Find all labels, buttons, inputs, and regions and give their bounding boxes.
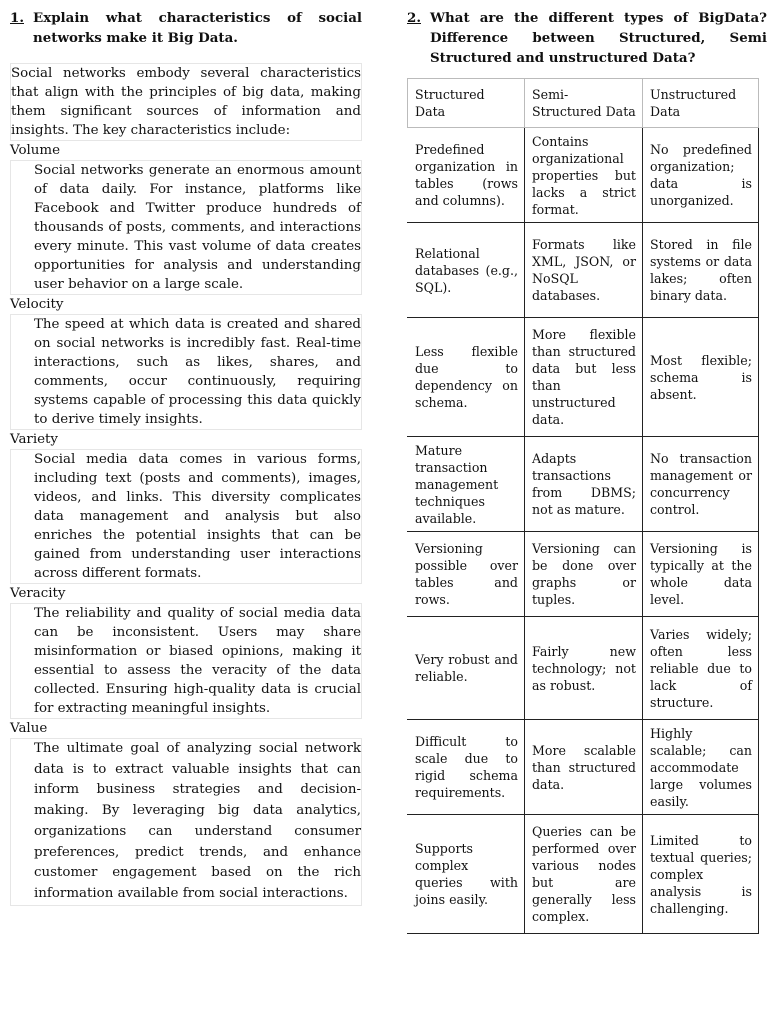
table-cell: Formats like XML, JSON, or NoSQL databases.: [525, 223, 643, 318]
question-2-title: What are the different types of BigData? Difference between Structured, Semi Structured and unstructured Data?: [430, 10, 767, 66]
comparison-table: [407, 78, 759, 934]
section-title-velocity: Velocity: [10, 297, 64, 312]
question-1-heading: [10, 8, 362, 48]
section-text-variety: Social media data comes in various forms, including text (posts and comments), images, videos, and links. This diversity complicates data management and analysis but also enriches the potential insights that can be gained from understanding user interactions across different formats.: [10, 449, 362, 584]
question-1-answer: [10, 63, 362, 906]
table-cell: Relational databases (e.g., SQL).: [408, 223, 525, 318]
table-row: [408, 318, 759, 437]
table-cell: Supports complex queries with joins easily.: [408, 815, 525, 934]
section-title-veracity: Veracity: [10, 586, 66, 601]
header-semi-structured: Semi-Structured Data: [525, 79, 643, 128]
table-cell: Most flexible; schema is absent.: [643, 318, 759, 437]
table-cell: Very robust and reliable.: [408, 617, 525, 720]
question-1: [10, 8, 362, 906]
answer-intro: Social networks embody several characteristics that align with the principles of big data, making them significant sources of information and insights. The key characteristics include:: [10, 63, 362, 141]
table-row: [408, 815, 759, 934]
question-1-title: Explain what characteristics of social networks make it Big Data.: [33, 10, 362, 46]
table-cell: Adapts transactions from DBMS; not as mature.: [525, 437, 643, 532]
table-cell: Limited to textual queries; complex analysis is challenging.: [643, 815, 759, 934]
table-cell: No predefined organization; data is unorganized.: [643, 128, 759, 223]
header-structured: Structured Data: [408, 79, 525, 128]
section-title-variety: Variety: [10, 432, 58, 447]
table-cell: Mature transaction management techniques available.: [408, 437, 525, 532]
table-cell: Varies widely; often less reliable due to lack of structure.: [643, 617, 759, 720]
table-cell: Less flexible due to dependency on schema.: [408, 318, 525, 437]
header-unstructured: Unstructured Data: [643, 79, 759, 128]
table-cell: Difficult to scale due to rigid schema requirements.: [408, 720, 525, 815]
table-header-row: [408, 79, 759, 128]
section-title-volume: Volume: [10, 143, 61, 158]
table-row: [408, 617, 759, 720]
table-cell: No transaction management or concurrency control.: [643, 437, 759, 532]
table-cell: Versioning is typically at the whole data level.: [643, 532, 759, 617]
table-cell: Fairly new technology; not as robust.: [525, 617, 643, 720]
table-cell: Contains organizational properties but lacks a strict format.: [525, 128, 643, 223]
table-row: [408, 128, 759, 223]
table-row: [408, 223, 759, 318]
table-cell: Queries can be performed over various nodes but are generally less complex.: [525, 815, 643, 934]
section-text-volume: Social networks generate an enormous amount of data daily. For instance, platforms like Facebook and Twitter produce hundreds of thousands of posts, comments, and interactions every minute. This vast volume of data creates opportunities for analysis and understanding user behavior on a large scale.: [10, 160, 362, 295]
table-cell: Highly scalable; can accommodate large volumes easily.: [643, 720, 759, 815]
question-2: [407, 8, 767, 934]
table-cell: Stored in file systems or data lakes; often binary data.: [643, 223, 759, 318]
table-row: [408, 532, 759, 617]
table-cell: Versioning possible over tables and rows.: [408, 532, 525, 617]
section-title-value: Value: [10, 721, 48, 736]
section-text-veracity: The reliability and quality of social media data can be inconsistent. Users may share misinformation or biased opinions, making it essential to assess the veracity of the data collected. Ensuring high-quality data is crucial for extracting meaningful insights.: [10, 603, 362, 719]
question-2-number: 2.: [407, 10, 421, 26]
section-text-value: The ultimate goal of analyzing social network data is to extract valuable insights that can inform business strategies and decision-making. By leveraging big data analytics, organizations can understand consumer preferences, predict trends, and enhance customer engagement based on the rich information available from social interactions.: [10, 738, 362, 906]
question-1-number: 1.: [10, 10, 24, 26]
table-row: [408, 720, 759, 815]
question-2-heading: [407, 8, 767, 68]
table-cell: Predefined organization in tables (rows and columns).: [408, 128, 525, 223]
table-cell: More flexible than structured data but less than unstructured data.: [525, 318, 643, 437]
table-cell: More scalable than structured data.: [525, 720, 643, 815]
table-row: [408, 437, 759, 532]
table-cell: Versioning can be done over graphs or tuples.: [525, 532, 643, 617]
section-text-velocity: The speed at which data is created and shared on social networks is incredibly fast. Real-time interactions, such as likes, shares, and comments, occur continuously, requiring systems capable of processing this data quickly to derive timely insights.: [10, 314, 362, 430]
